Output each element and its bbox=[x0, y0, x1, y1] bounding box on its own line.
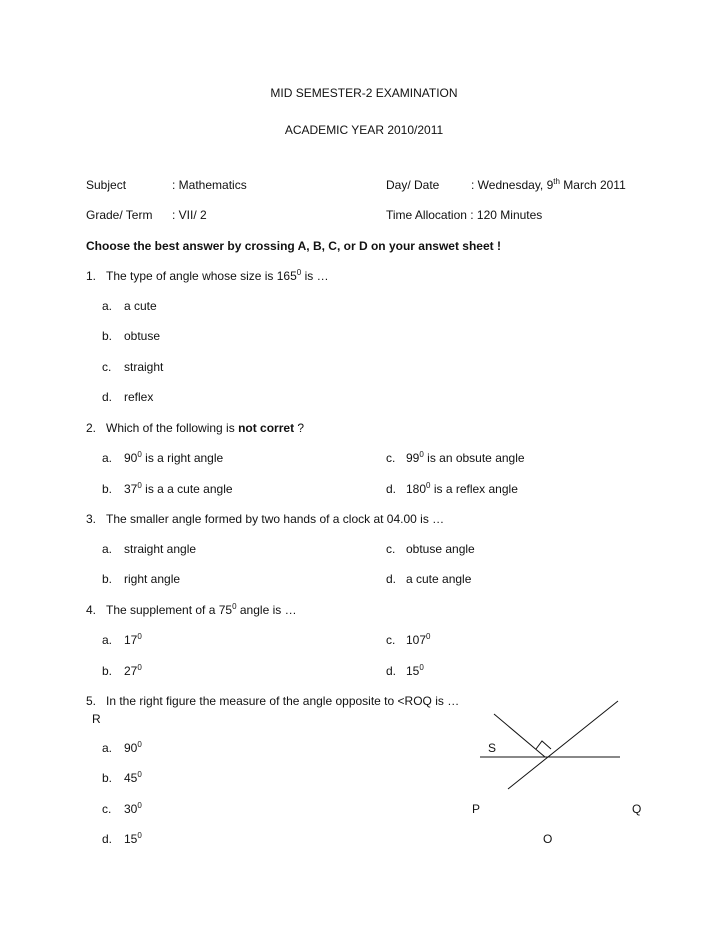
question-4-number: 4. bbox=[86, 603, 97, 617]
date-value: : Wednesday, 9th March 2011 bbox=[471, 177, 626, 192]
q1-option-a: a cute bbox=[124, 299, 157, 313]
q4-option-b: $27^0$ bbox=[124, 663, 142, 678]
q1-option-b: obtuse bbox=[124, 329, 161, 343]
q2-option-d: $180^0$ is a reflex angle bbox=[406, 481, 518, 496]
question-2-text: Which of the following is not corret ? bbox=[106, 421, 305, 435]
q5-option-a-letter: a. bbox=[102, 741, 113, 755]
q2-option-b: $37^0$ is a a cute angle bbox=[124, 481, 233, 496]
q4-option-b-letter: b. bbox=[102, 664, 113, 678]
question-5-text: In the right figure the measure of the angle opposite to <ROQ is … bbox=[106, 694, 460, 708]
grade-value: : VII/ 2 bbox=[172, 208, 207, 222]
academic-year: ACADEMIC YEAR 2010/2011 bbox=[284, 123, 444, 137]
question-3-number: 3. bbox=[86, 512, 97, 526]
question-4-text: The supplement of a $75^0$ angle is … bbox=[106, 602, 297, 617]
q5-option-c-letter: c. bbox=[102, 802, 112, 816]
time-allocation: Time Allocation : 120 Minutes bbox=[386, 208, 543, 222]
q2-option-a: $90^0$ is a right angle bbox=[124, 450, 224, 465]
q3-option-a: straight angle bbox=[124, 542, 197, 556]
q4-option-c: $107^0$ bbox=[406, 632, 431, 647]
question-1-number: 1. bbox=[86, 269, 97, 283]
q4-option-c-letter: c. bbox=[386, 633, 396, 647]
date-label: Day/ Date bbox=[386, 178, 440, 192]
q1-option-a-letter: a. bbox=[102, 299, 113, 313]
q2-option-d-letter: d. bbox=[386, 482, 397, 496]
figure-line-left-ray bbox=[494, 714, 545, 757]
q1-option-d: reflex bbox=[124, 390, 154, 404]
q1-option-d-letter: d. bbox=[102, 390, 113, 404]
figure-label-r: R bbox=[92, 712, 101, 726]
q3-option-d-letter: d. bbox=[386, 572, 397, 586]
exam-title: MID SEMESTER-2 EXAMINATION bbox=[270, 86, 458, 100]
figure-label-q: Q bbox=[632, 802, 642, 816]
q5-option-b: $45^0$ bbox=[124, 770, 142, 785]
q4-option-a: $17^0$ bbox=[124, 632, 142, 647]
q5-option-d: $15^0$ bbox=[124, 831, 142, 846]
q3-option-c: obtuse angle bbox=[406, 542, 475, 556]
subject-value: : Mathematics bbox=[172, 178, 247, 192]
subject-label: Subject bbox=[86, 178, 127, 192]
question-2-number: 2. bbox=[86, 421, 97, 435]
q5-option-d-letter: d. bbox=[102, 832, 113, 846]
q2-option-a-letter: a. bbox=[102, 451, 113, 465]
q4-option-d-letter: d. bbox=[386, 664, 397, 678]
q5-option-b-letter: b. bbox=[102, 771, 113, 785]
q5-option-c: $30^0$ bbox=[124, 801, 142, 816]
question-1-text: The type of angle whose size is $165^0$ is … bbox=[106, 268, 329, 283]
q3-option-b-letter: b. bbox=[102, 572, 113, 586]
q2-option-c: $99^0$ is an obsute angle bbox=[406, 450, 525, 465]
q2-option-c-letter: c. bbox=[386, 451, 396, 465]
q1-option-c-letter: c. bbox=[102, 360, 112, 374]
angle-figure bbox=[470, 700, 650, 790]
q4-option-a-letter: a. bbox=[102, 633, 113, 647]
q3-option-d: a cute angle bbox=[406, 572, 472, 586]
q1-option-b-letter: b. bbox=[102, 329, 113, 343]
q3-option-c-letter: c. bbox=[386, 542, 396, 556]
figure-label-s: S bbox=[488, 741, 497, 755]
q1-option-c: straight bbox=[124, 360, 164, 374]
figure-line-right-ray bbox=[508, 701, 618, 789]
question-3-text: The smaller angle formed by two hands of a clock at 04.00 is … bbox=[106, 512, 445, 526]
q2-option-b-letter: b. bbox=[102, 482, 113, 496]
figure-label-p: P bbox=[472, 802, 481, 816]
figure-label-o: O bbox=[543, 832, 553, 846]
q3-option-a-letter: a. bbox=[102, 542, 113, 556]
question-5-number: 5. bbox=[86, 694, 97, 708]
instruction: Choose the best answer by crossing A, B, C, or D on your answet sheet ! bbox=[86, 239, 501, 253]
right-angle-marker bbox=[536, 741, 551, 749]
q4-option-d: $15^0$ bbox=[406, 663, 424, 678]
q3-option-b: right angle bbox=[124, 572, 181, 586]
q5-option-a: $90^0$ bbox=[124, 740, 142, 755]
grade-label: Grade/ Term bbox=[86, 208, 153, 222]
